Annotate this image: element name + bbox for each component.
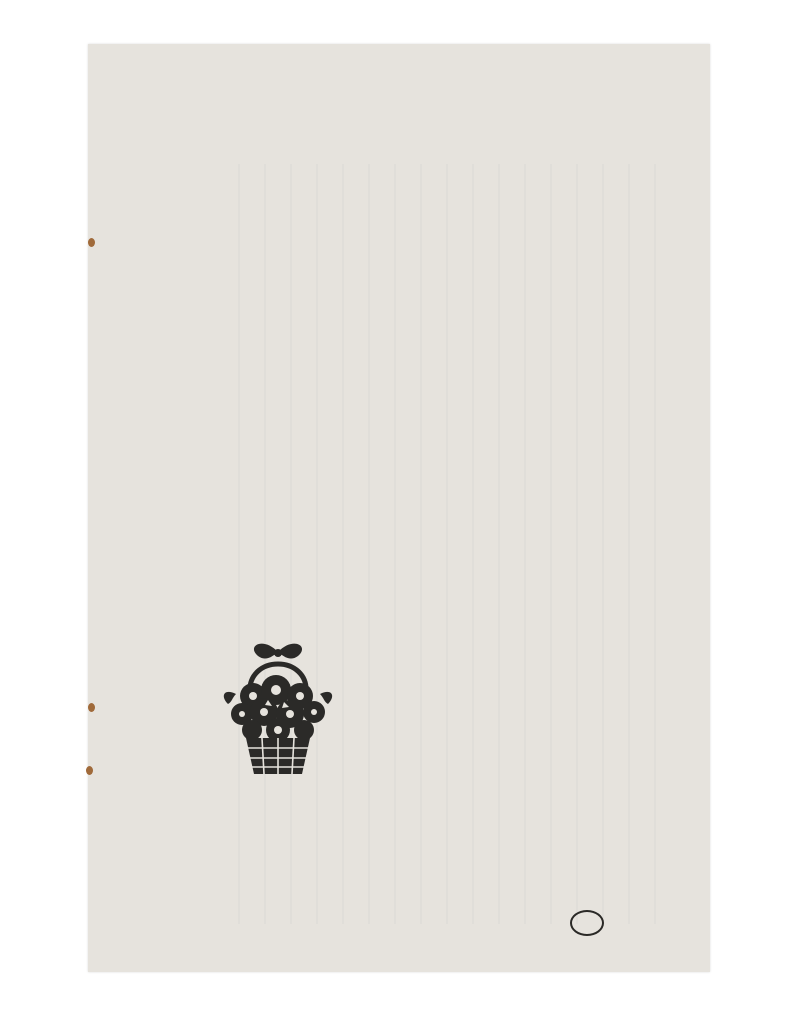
- document-page: [88, 44, 710, 972]
- binding-hole: [86, 766, 93, 775]
- binding-hole: [88, 703, 95, 712]
- lower-text-block: [376, 534, 656, 924]
- flower-basket-icon: [218, 634, 338, 784]
- binding-hole: [88, 238, 95, 247]
- page-number: [570, 910, 604, 936]
- main-text-block: [136, 134, 656, 534]
